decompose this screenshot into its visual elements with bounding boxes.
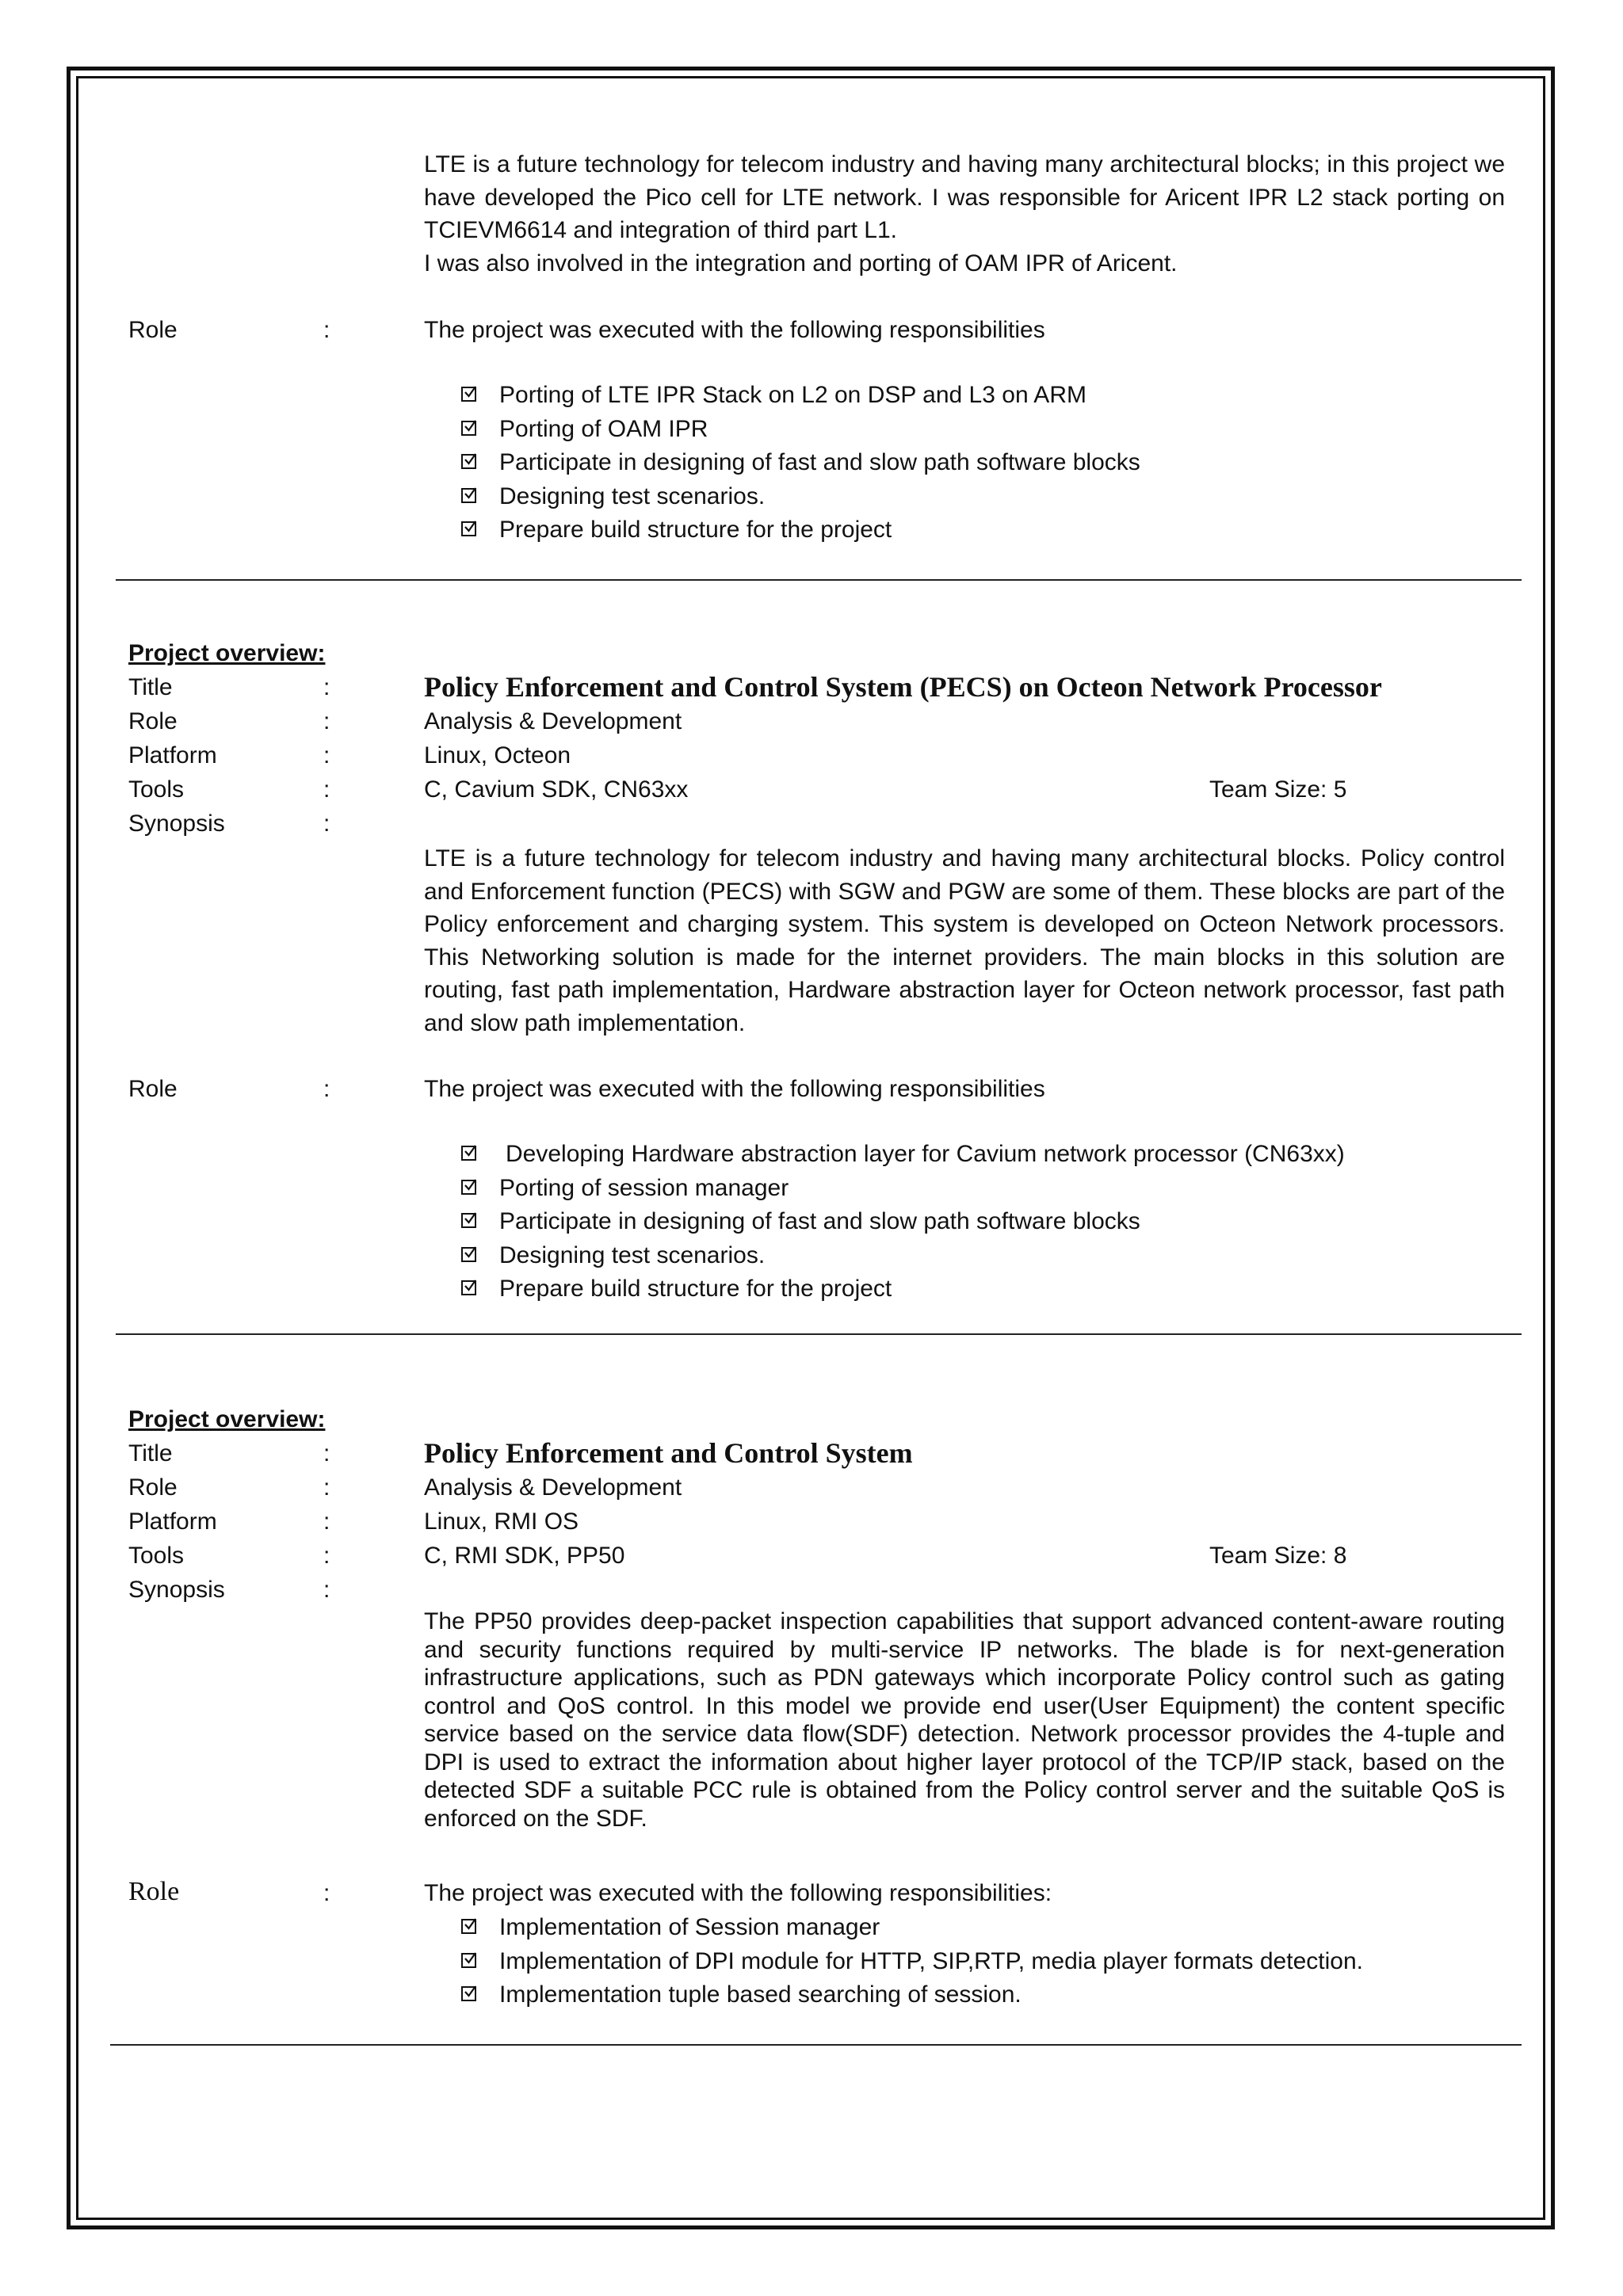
checkbox-checked-icon — [461, 1247, 476, 1262]
field-colon: : — [323, 1577, 330, 1603]
tools-label: Tools — [128, 776, 185, 803]
checkbox-checked-icon — [461, 521, 476, 536]
responsibility-item: Porting of LTE IPR Stack on L2 on DSP and L3 on ARM — [461, 379, 1140, 413]
checkbox-checked-icon — [461, 1180, 476, 1195]
synopsis-label: Synopsis — [128, 810, 225, 837]
tools-value: C, RMI SDK, PP50 — [424, 1543, 625, 1569]
role-label: Role — [128, 1877, 180, 1906]
role-label: Role — [128, 317, 178, 343]
checkbox-checked-icon — [461, 454, 476, 469]
platform-label: Platform — [128, 1508, 217, 1535]
platform-label: Platform — [128, 742, 217, 769]
team-size: Team Size: 8 — [1209, 1543, 1347, 1569]
field-colon: : — [323, 1076, 330, 1102]
responsibility-list — [461, 1911, 1363, 2012]
responsibility-item: Implementation of DPI module for HTTP, SIP,RTP, media player formats detection. — [461, 1945, 1363, 1979]
field-colon: : — [323, 674, 330, 700]
field-colon: : — [323, 1543, 330, 1569]
role-description: The project was executed with the following responsibilities — [424, 317, 1045, 343]
field-colon: : — [323, 317, 330, 343]
checkbox-checked-icon — [461, 1919, 476, 1934]
synopsis-label: Synopsis — [128, 1577, 225, 1603]
field-colon: : — [323, 708, 330, 734]
checkbox-checked-icon — [461, 1213, 476, 1228]
section-heading: Project overview: — [128, 1406, 326, 1432]
checkbox-checked-icon — [461, 1280, 476, 1295]
synopsis-paragraph: The PP50 provides deep-packet inspection capabilities that support advanced content-aware routing and security functions required by multi-service IP networks. The blade is for next-generation infrastructure applications, such as PDN gateways which incorporate Policy control such as gating control and QoS control. In this model we provide end user(User Equipment) the content specific service based on the service data flow(SDF) detection. Network processor provides the 4-tuple and DPI is used to extract the information about higher layer protocol of the TCP/IP stack, based on the detected SDF a suitable PCC rule is obtained from the Policy control server and the suitable QoS is enforced on the SDF. — [424, 1608, 1505, 1832]
role-label: Role — [128, 1076, 178, 1102]
field-colon: : — [323, 742, 330, 769]
responsibility-item: Prepare build structure for the project — [461, 513, 1140, 547]
section-divider — [110, 2044, 1522, 2046]
responsibility-item: Developing Hardware abstraction layer for Cavium network processor (CN63xx) — [461, 1138, 1345, 1172]
responsibility-item: Implementation of Session manager — [461, 1911, 1363, 1945]
checkbox-checked-icon — [461, 1146, 476, 1161]
responsibility-item: Prepare build structure for the project — [461, 1272, 1345, 1306]
responsibility-list — [461, 1138, 1345, 1306]
title-label: Title — [128, 1440, 173, 1466]
responsibility-item: Participate in designing of fast and slow path software blocks — [461, 1205, 1345, 1239]
role-value: Analysis & Development — [424, 1474, 682, 1501]
field-colon: : — [323, 1474, 330, 1501]
responsibility-item: Porting of session manager — [461, 1172, 1345, 1206]
responsibility-item: Designing test scenarios. — [461, 480, 1140, 514]
platform-value: Linux, RMI OS — [424, 1508, 579, 1535]
project-title: Policy Enforcement and Control System — [424, 1437, 913, 1469]
section-heading: Project overview: — [128, 640, 326, 666]
role-description: The project was executed with the following responsibilities: — [424, 1880, 1052, 1906]
project-title: Policy Enforcement and Control System (PECS) on Octeon Network Processor — [424, 671, 1382, 703]
section-divider — [116, 579, 1522, 581]
checkbox-checked-icon — [461, 488, 476, 503]
role-label: Role — [128, 1474, 178, 1501]
checkbox-checked-icon — [461, 1986, 476, 2001]
field-colon: : — [323, 1508, 330, 1535]
field-colon: : — [323, 810, 330, 837]
platform-value: Linux, Octeon — [424, 742, 571, 769]
responsibility-item: Designing test scenarios. — [461, 1239, 1345, 1273]
synopsis-paragraph: LTE is a future technology for telecom industry and having many architectural blocks; in this project we have developed the Pico cell for LTE network. I was responsible for Aricent IPR L2 stack porting on TCIEVM6614 and integration of third part L1. — [424, 151, 1505, 243]
team-size: Team Size: 5 — [1209, 776, 1347, 803]
tools-label: Tools — [128, 1543, 185, 1569]
responsibility-list — [461, 379, 1140, 547]
checkbox-checked-icon — [461, 1953, 476, 1968]
role-value: Analysis & Development — [424, 708, 682, 734]
responsibility-item: Participate in designing of fast and slow path software blocks — [461, 446, 1140, 480]
field-colon: : — [323, 1440, 330, 1466]
tools-value: C, Cavium SDK, CN63xx — [424, 776, 689, 803]
synopsis-paragraph: LTE is a future technology for telecom industry and having many architectural blocks. Policy control and Enforcement function (PECS) with SGW and PGW are some of them. These blocks are part of the Policy enforcement and charging system. This system is developed on Octeon Network processors. This Networking solution is made for the internet providers. The main blocks in this solution are routing, fast path implementation, Hardware abstraction layer for Octeon network processor, fast path and slow path implementation. — [424, 845, 1505, 1036]
role-description: The project was executed with the following responsibilities — [424, 1076, 1045, 1102]
checkbox-checked-icon — [461, 421, 476, 436]
field-colon: : — [323, 776, 330, 803]
responsibility-item: Porting of OAM IPR — [461, 413, 1140, 447]
synopsis-paragraph: I was also involved in the integration and porting of OAM IPR of Aricent. — [424, 250, 1178, 277]
title-label: Title — [128, 674, 173, 700]
responsibility-item: Implementation tuple based searching of session. — [461, 1978, 1363, 2012]
checkbox-checked-icon — [461, 387, 476, 402]
role-label: Role — [128, 708, 178, 734]
field-colon: : — [323, 1880, 330, 1906]
section-divider — [116, 1333, 1522, 1335]
